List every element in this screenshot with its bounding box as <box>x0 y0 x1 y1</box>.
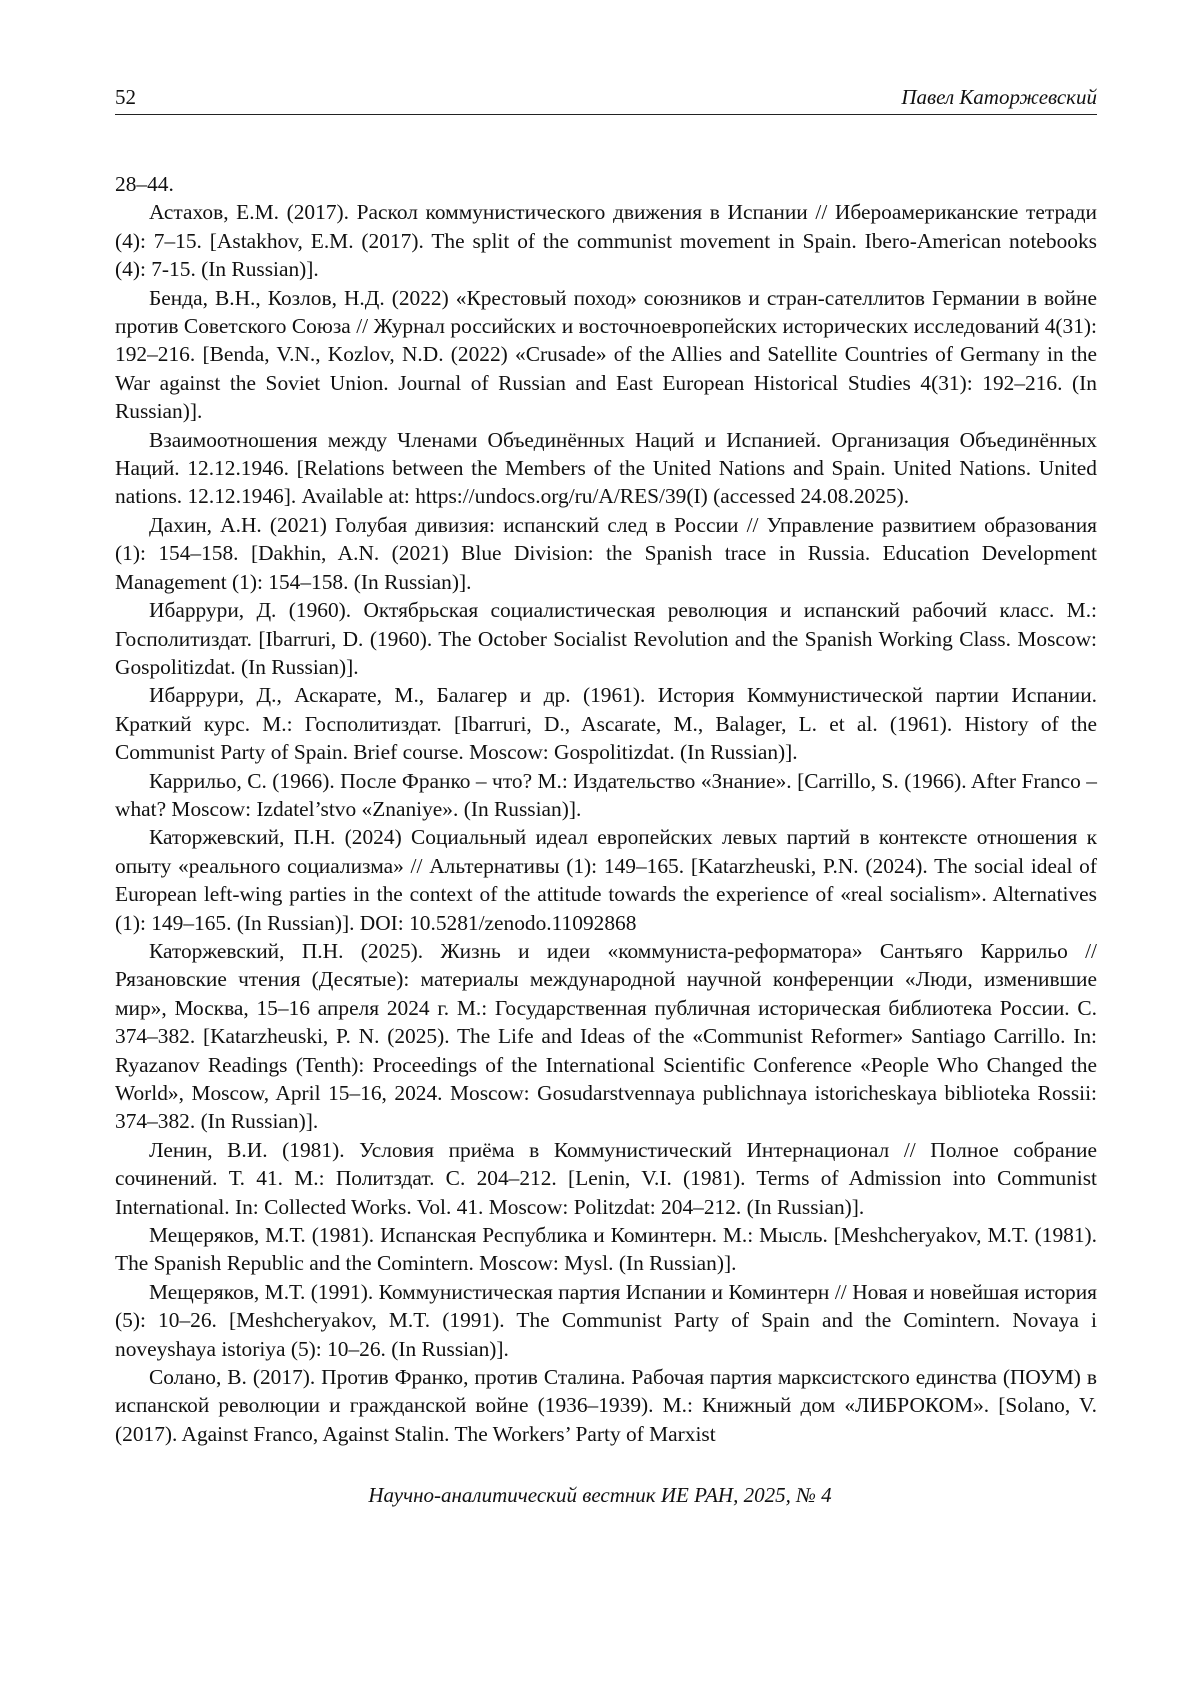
reference-carrillo-1966: Каррильо, С. (1966). После Франко – что? М.: Издательство «Знание». [Carrillo, S. (1966). After Franco – what? Moscow: Izdatel’stvo «Znaniye». (In Russian)]. <box>115 768 1097 821</box>
reference-list <box>115 170 1097 1448</box>
reference-continuation: 28–44. <box>115 172 174 196</box>
journal-footer: Научно-аналитический вестник ИЕ РАН, 2025, № 4 <box>368 1483 832 1507</box>
reference-katarzheuski-2024: Каторжевский, П.Н. (2024) Социальный идеал европейских левых партий в контексте отношения к опыту «реального социализма» // Альтернативы (1): 149–165. [Katarzheuski, P.N. (2024). The social ideal of European left-wing parties in the context of the attitude towards the experience of «real socialism». Alternatives (1): 149–165. (In Russian)]. DOI: 10.5281/zenodo.11092868 <box>115 825 1097 935</box>
page-number: 52 <box>115 85 136 109</box>
reference-astakhov-2017: Астахов, Е.М. (2017). Раскол коммунистического движения в Испании // Ибероамериканские тетради (4): 7–15. [Astakhov, E.M. (2017). The split of the communist movement in Spain. Ibero-American notebooks (4): 7-15. (In Russian)]. <box>115 200 1097 282</box>
reference-ibarruri-1960: Ибаррури, Д. (1960). Октябрьская социалистическая революция и испанский рабочий класс. М.: Госполитиздат. [Ibarruri, D. (1960). The October Socialist Revolution and the Spanish Working Class. Moscow: Gospolitizdat. (In Russian)]. <box>115 598 1097 679</box>
reference-lenin-1981: Ленин, В.И. (1981). Условия приёма в Коммунистический Интернационал // Полное собрание сочинений. Т. 41. М.: Политздат. С. 204–212. [Lenin, V.I. (1981). Terms of Admission into Communist International. In: Collected Works. Vol. 41. Moscow: Politzdat: 204–212. (In Russian)]. <box>115 1137 1097 1219</box>
running-header-author: Павел Каторжевский <box>901 85 1097 109</box>
reference-meshcheryakov-1981: Мещеряков, М.Т. (1981). Испанская Республика и Коминтерн. М.: Мысль. [Meshcheryakov, M.T. (1981). The Spanish Republic and the Comintern. Moscow: Mysl. (In Russian)]. <box>115 1223 1097 1276</box>
reference-dakhin-2021: Дахин, А.Н. (2021) Голубая дивизия: испанский след в России // Управление развитием образования (1): 154–158. [Dakhin, A.N. (2021) Blue Division: the Spanish trace in Russia. Education Development Management (1): 154–158. (In Russian)]. <box>115 512 1097 594</box>
running-header <box>115 84 1097 115</box>
reference-ibarruri-1961: Ибаррури, Д., Аскарате, М., Балагер и др. (1961). История Коммунистической партии Испании. Краткий курс. М.: Госполитиздат. [Ibarruri, D., Ascarate, M., Balager, L. et al. (1961). History of the Communist Party of Spain. Brief course. Moscow: Gospolitizdat. (In Russian)]. <box>115 683 1097 765</box>
reference-meshcheryakov-1991: Мещеряков, М.Т. (1991). Коммунистическая партия Испании и Коминтерн // Новая и новейшая история (5): 10–26. [Meshcheryakov, M.T. (1991). The Communist Party of Spain and the Comintern. Novaya i noveyshaya istoriya (5): 10–26. (In Russian)]. <box>115 1279 1097 1361</box>
reference-benda-kozlov-2022: Бенда, В.Н., Козлов, Н.Д. (2022) «Крестовый поход» союзников и стран-сателлитов Германии в войне против Советского Союза // Журнал российских и восточноевропейских исторических исследований 4(31): 192–216. [Benda, V.N., Kozlov, N.D. (2022) «Crusade» of the Allies and Satellite Countries of Germany in the War against the Soviet Union. Journal of Russian and East European Historical Studies 4(31): 192–216. (In Russian)]. <box>115 285 1097 424</box>
reference-solano-2017: Солано, В. (2017). Против Франко, против Сталина. Рабочая партия марксистского единства (ПОУМ) в испанской революции и гражданской войне (1936–1939). М.: Книжный дом «ЛИБРОКОМ». [Solano, V. (2017). Against Franco, Against Stalin. The Workers’ Party of Marxist <box>115 1365 1097 1446</box>
reference-katarzheuski-2025: Каторжевский, П.Н. (2025). Жизнь и идеи «коммуниста-реформатора» Сантьяго Каррильо // Рязановские чтения (Десятые): материалы международной научной конференции «Люди, изменившие мир», Москва, 15–16 апреля 2024 г. М.: Государственная публичная историческая библиотека России. С. 374–382. [Katarzheuski, P. N. (2025). The Life and Ideas of the «Communist Reformer» Santiago Carrillo. In: Ryazanov Readings (Tenth): Proceedings of the International Scientific Conference «People Who Changed the World», Moscow, April 15–16, 2024. Moscow: Gosudarstvennaya publichnaya istoricheskaya biblioteka Rossii: 374–382. (In Russian)]. <box>115 938 1097 1134</box>
reference-un-resolution-1946: Взаимоотношения между Членами Объединённых Наций и Испанией. Организация Объединённых Наций. 12.12.1946. [Relations between the Members of the United Nations and Spain. United Nations. United nations. 12.12.1946]. Available at: https://undocs.org/ru/A/RES/39(I) (accessed 24.08.2025). <box>115 427 1097 509</box>
